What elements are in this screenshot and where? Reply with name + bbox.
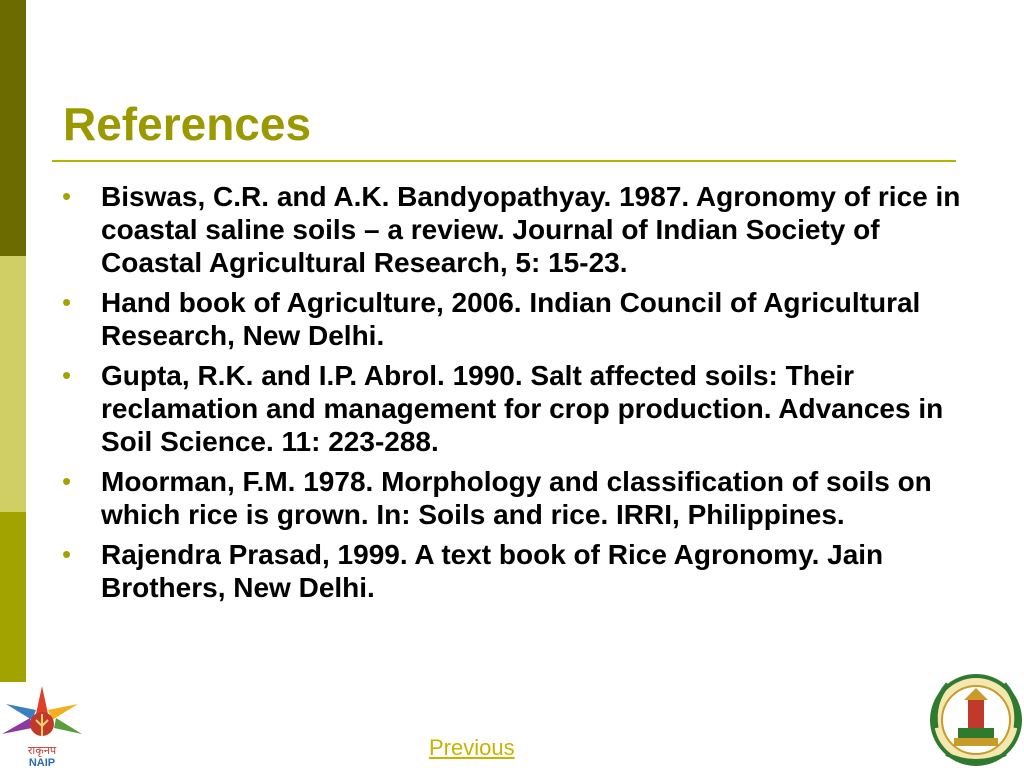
bullet-icon: • bbox=[62, 466, 72, 496]
logo-petal-icon bbox=[48, 704, 78, 720]
reference-text: Hand book of Agriculture, 2006. Indian Council of Agricultural Research, New Delhi. bbox=[101, 287, 921, 351]
bullet-icon: • bbox=[62, 287, 72, 317]
sidebar-stripe bbox=[0, 0, 26, 768]
reference-item bbox=[62, 538, 962, 604]
title-divider bbox=[52, 160, 956, 162]
seal-tower-icon bbox=[968, 698, 984, 728]
naip-logo bbox=[0, 684, 84, 768]
bullet-icon: • bbox=[62, 181, 72, 211]
bullet-icon: • bbox=[62, 360, 72, 390]
previous-link[interactable]: Previous bbox=[429, 735, 515, 760]
reference-text: Moorman, F.M. 1978. Morphology and classification of soils on which rice is grown. In: Soils and rice. IRRI, Philippines. bbox=[101, 466, 932, 530]
reference-item bbox=[62, 286, 962, 352]
logo-petal-icon bbox=[2, 718, 32, 734]
logo-petal-icon bbox=[54, 718, 82, 734]
logo-caption: NAIP bbox=[28, 757, 56, 768]
references-list bbox=[62, 180, 962, 611]
reference-item bbox=[62, 465, 962, 531]
sidebar-band-dark bbox=[0, 0, 26, 256]
reference-item bbox=[62, 180, 962, 279]
bullet-icon: • bbox=[62, 539, 72, 569]
reference-item bbox=[62, 359, 962, 458]
reference-text: Rajendra Prasad, 1999. A text book of Rice Agronomy. Jain Brothers, New Delhi. bbox=[101, 539, 884, 603]
reference-text: Gupta, R.K. and I.P. Abrol. 1990. Salt affected soils: Their reclamation and management for crop production. Advances in Soil Science. 11: 223-288. bbox=[101, 360, 944, 457]
university-seal-logo bbox=[928, 672, 1024, 768]
logo-petal-icon bbox=[6, 704, 36, 720]
logo-petal-icon bbox=[36, 686, 48, 714]
slide-title: References bbox=[63, 98, 312, 150]
sidebar-band-mid bbox=[0, 512, 26, 682]
reference-text: Biswas, C.R. and A.K. Bandyopathyay. 1987. Agronomy of rice in coastal saline soils – a review. Journal of Indian Society of Coastal Agricultural Research, 5: 15-23. bbox=[101, 181, 961, 278]
sidebar-band-light bbox=[0, 256, 26, 512]
logo-hindi-caption: राकृनप bbox=[27, 744, 57, 757]
